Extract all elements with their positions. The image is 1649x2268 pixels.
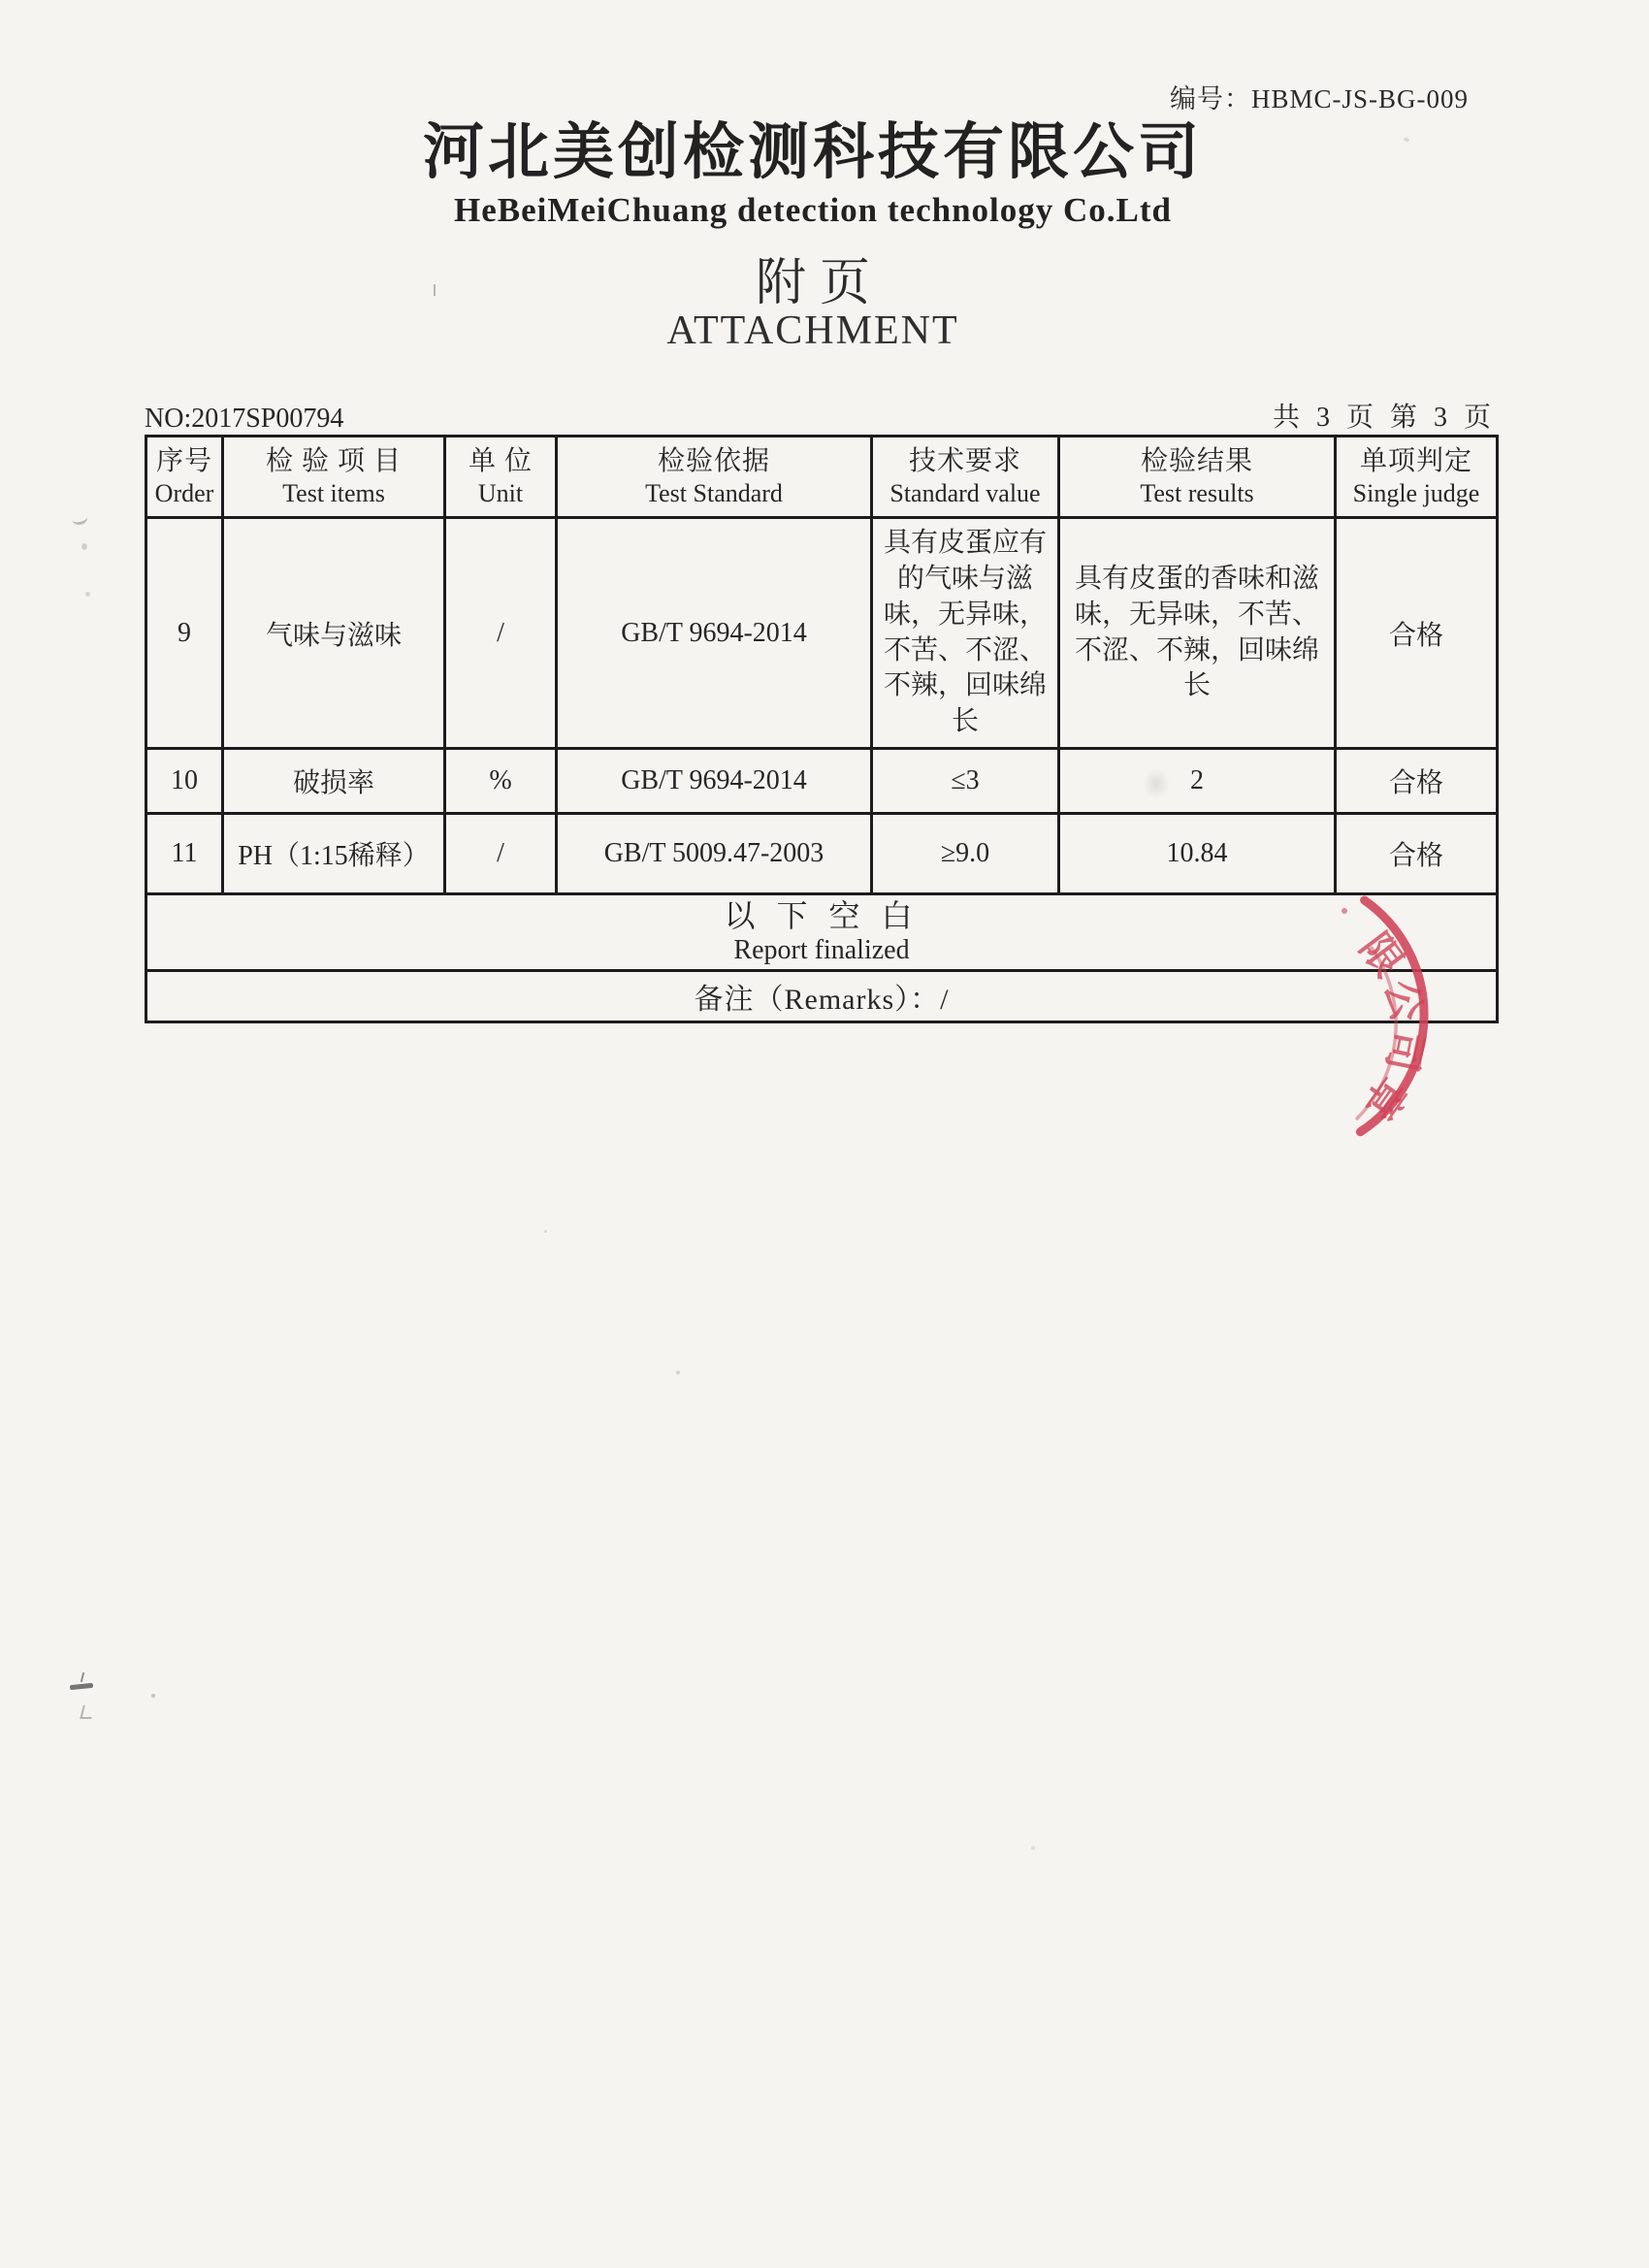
closing-row bbox=[146, 894, 1498, 971]
cell-standard-value: 具有皮蛋应有的气味与滋味，无异味，不苦、不涩、不辣，回味绵长 bbox=[872, 518, 1059, 749]
scan-artifact bbox=[71, 510, 88, 526]
scan-artifact bbox=[70, 1683, 93, 1690]
col-header-test-results: 检验结果 Test results bbox=[1059, 437, 1336, 518]
cell-unit: / bbox=[445, 814, 557, 894]
closing-text-en: Report finalized bbox=[733, 935, 910, 966]
col-header-order: 序号 Order bbox=[146, 437, 223, 518]
cell-standard-value: ≤3 bbox=[872, 749, 1059, 814]
col-header-single-judge: 单项判定 Single judge bbox=[1336, 437, 1498, 518]
cell-test-item: 破损率 bbox=[223, 749, 445, 814]
col-header-test-standard: 检验依据 Test Standard bbox=[557, 437, 872, 518]
table-row-10 bbox=[146, 749, 1498, 814]
cell-test-item: 气味与滋味 bbox=[223, 518, 445, 749]
scan-artifact bbox=[81, 1672, 84, 1682]
report-number: NO:2017SP00794 bbox=[145, 404, 344, 434]
cell-order: 11 bbox=[146, 814, 223, 894]
test-results-table bbox=[145, 435, 1499, 1026]
scan-artifact bbox=[151, 1694, 155, 1698]
cell-unit: / bbox=[445, 518, 557, 749]
svg-text:司: 司 bbox=[1377, 1026, 1430, 1076]
scan-artifact bbox=[544, 1230, 547, 1233]
cell-order: 10 bbox=[146, 749, 223, 814]
table-header-row bbox=[146, 437, 1498, 518]
doc-code-label: 编号： bbox=[1169, 84, 1251, 113]
scan-artifact bbox=[1031, 1846, 1035, 1850]
cell-test-standard: GB/T 9694-2014 bbox=[557, 518, 872, 749]
table-meta-line bbox=[145, 396, 1496, 435]
col-header-unit: 单 位 Unit bbox=[445, 437, 557, 518]
cell-standard-value: ≥9.0 bbox=[872, 814, 1059, 894]
cell-single-judge: 合格 bbox=[1336, 518, 1498, 749]
closing-text-cn: 以 下 空 白 bbox=[724, 898, 920, 933]
cell-test-result: 10.84 bbox=[1059, 814, 1336, 894]
svg-text:公: 公 bbox=[1375, 976, 1429, 1026]
cell-test-result: 2 bbox=[1059, 749, 1336, 814]
table-row-11 bbox=[146, 814, 1498, 894]
cell-test-item: PH（1:15稀释） bbox=[223, 814, 445, 894]
cell-unit: % bbox=[445, 749, 557, 814]
svg-text:限: 限 bbox=[1350, 925, 1411, 986]
scan-artifact bbox=[676, 1371, 680, 1375]
col-header-standard-value: 技术要求 Standard value bbox=[872, 437, 1059, 518]
col-header-test-items: 检 验 项 目 Test items bbox=[223, 437, 445, 518]
svg-text:章: 章 bbox=[1353, 1068, 1414, 1127]
table-row-9 bbox=[146, 518, 1498, 749]
cell-test-standard: GB/T 9694-2014 bbox=[557, 749, 872, 814]
cell-test-result: 具有皮蛋的香味和滋味，无异味，不苦、不涩、不辣，回味绵长 bbox=[1059, 518, 1336, 749]
scan-artifact bbox=[85, 592, 90, 597]
remarks-cell: 备注（Remarks）：/ bbox=[146, 970, 1498, 1021]
scan-artifact bbox=[80, 1705, 94, 1719]
attachment-title-en: ATTACHMENT bbox=[666, 308, 959, 353]
company-name-cn: 河北美创检测科技有限公司 bbox=[423, 118, 1203, 186]
cell-single-judge: 合格 bbox=[1336, 814, 1498, 894]
attachment-title-cn: 附页 bbox=[755, 256, 884, 311]
remarks-row bbox=[146, 970, 1498, 1021]
cell-order: 9 bbox=[146, 518, 223, 749]
page-count: 共 3 页 第 3 页 bbox=[1272, 403, 1496, 433]
closing-cell bbox=[146, 894, 1498, 971]
company-name-en: HeBeiMeiChuang detection technology Co.Ltd bbox=[453, 191, 1173, 229]
cell-test-standard: GB/T 5009.47-2003 bbox=[557, 814, 872, 894]
cell-single-judge: 合格 bbox=[1336, 749, 1498, 814]
scan-artifact bbox=[81, 543, 87, 550]
doc-code-value: HBMC-JS-BG-009 bbox=[1250, 84, 1469, 113]
